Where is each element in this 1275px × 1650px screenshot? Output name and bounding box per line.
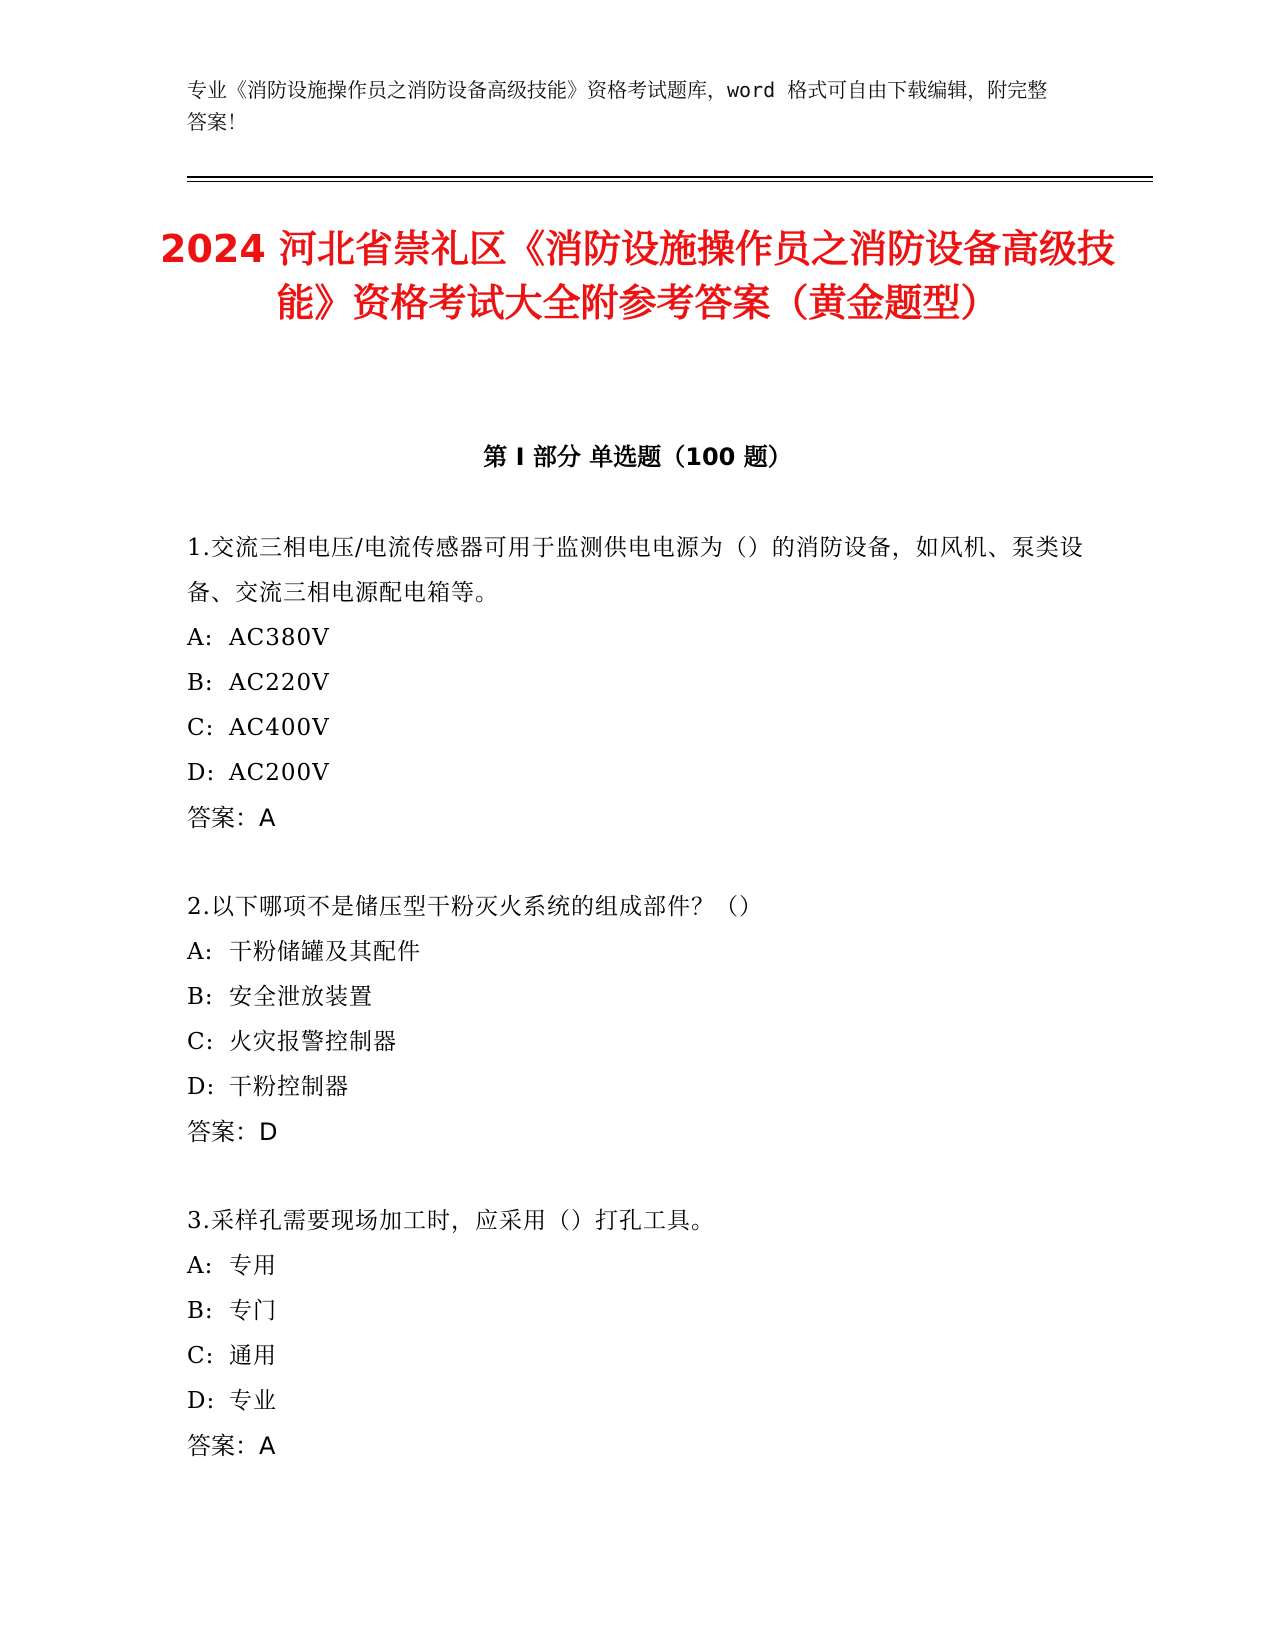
- option-c: [187, 1334, 1087, 1379]
- option-key: D:: [187, 760, 216, 786]
- header-note: 专业《消防设施操作员之消防设备高级技能》资格考试题库，word 格式可自由下载编辑，附完整答案！: [187, 78, 1048, 134]
- option-key: B:: [187, 1298, 214, 1324]
- option-key: C:: [187, 1343, 215, 1369]
- option-text: 专门: [229, 1298, 277, 1324]
- option-c: [187, 1020, 1087, 1065]
- question-stem: 3.采样孔需要现场加工时，应采用（）打孔工具。: [187, 1208, 715, 1234]
- question-stem: 2.以下哪项不是储压型干粉灭火系统的组成部件？（）: [187, 894, 763, 920]
- question-3: [187, 1199, 1087, 1469]
- question-stem: 1.交流三相电压/电流传感器可用于监测供电电源为（）的消防设备，如风机、泵类设备、交流三相电源配电箱等。: [187, 535, 1084, 606]
- section-title: 第 I 部分 单选题（100 题）: [483, 443, 792, 471]
- option-d: [187, 1379, 1087, 1424]
- option-b: [187, 975, 1087, 1020]
- option-key: D:: [187, 1074, 216, 1100]
- answer-line: 答案：D: [187, 1118, 278, 1146]
- option-d: [187, 751, 1087, 796]
- answer-line: 答案：A: [187, 1432, 276, 1460]
- question-2: [187, 885, 1087, 1155]
- option-b: [187, 1289, 1087, 1334]
- question-list: [187, 526, 1087, 1513]
- option-text: AC220V: [229, 670, 330, 696]
- option-key: B:: [187, 984, 214, 1010]
- option-text: AC380V: [229, 625, 330, 651]
- option-a: [187, 1244, 1087, 1289]
- option-key: C:: [187, 1029, 215, 1055]
- option-a: [187, 930, 1087, 975]
- option-text: 安全泄放装置: [229, 984, 373, 1010]
- option-text: AC400V: [229, 715, 330, 741]
- option-key: A:: [187, 939, 214, 965]
- option-text: 专业: [229, 1388, 277, 1414]
- option-d: [187, 1065, 1087, 1110]
- question-1: [187, 526, 1087, 841]
- option-key: D:: [187, 1388, 216, 1414]
- option-key: C:: [187, 715, 215, 741]
- option-text: 干粉控制器: [229, 1074, 349, 1100]
- option-text: AC200V: [229, 760, 330, 786]
- option-text: 专用: [229, 1253, 277, 1279]
- answer-line: 答案：A: [187, 804, 276, 832]
- option-key: A:: [187, 625, 214, 651]
- option-text: 通用: [229, 1343, 277, 1369]
- document-title: 2024 河北省崇礼区《消防设施操作员之消防设备高级技能》资格考试大全附参考答案（黄金题型）: [160, 227, 1115, 325]
- option-text: 火灾报警控制器: [229, 1029, 397, 1055]
- option-key: A:: [187, 1253, 214, 1279]
- header-divider-thin: [187, 181, 1153, 182]
- option-c: [187, 706, 1087, 751]
- option-key: B:: [187, 670, 214, 696]
- option-text: 干粉储罐及其配件: [229, 939, 421, 965]
- option-b: [187, 661, 1087, 706]
- header-divider-thick: [187, 176, 1153, 178]
- option-a: [187, 616, 1087, 661]
